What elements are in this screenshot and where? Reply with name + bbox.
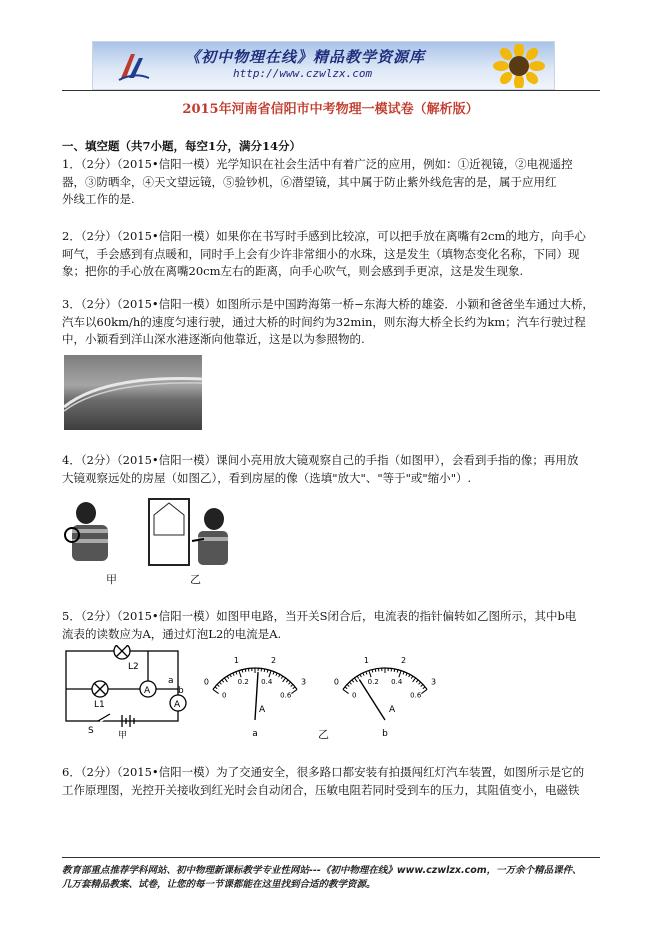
meter-b-tick-label-inner: 0.6 (410, 691, 422, 700)
meter-b-tick (423, 687, 425, 689)
meter-a-tick (213, 689, 219, 693)
meter-b-tick (349, 682, 351, 684)
meter-a-tick (264, 669, 265, 672)
meter-a-tick (289, 682, 291, 684)
meter-b-tick-label-inner: 0.2 (367, 677, 379, 686)
label-b: b (178, 686, 184, 696)
meter-b-tick-label-outer: 2 (400, 655, 407, 665)
meter-a-tick (242, 670, 243, 673)
question-line: 外线工作的是. (62, 192, 135, 206)
meter-caption: 乙 (318, 728, 329, 741)
meter-a-tick (219, 682, 221, 684)
meter-b-tick-label-inner: 0.4 (391, 677, 403, 686)
meter-a-tick-label-outer: 1 (233, 655, 240, 665)
footer-divider (62, 857, 600, 858)
question-line: 呵气，手会感到有点暖和，同时手上会有少许非常细小的水珠，这是发生（填物态变化名称，下同）现 (62, 246, 580, 261)
meter-b-tick-label-inner: 0 (352, 691, 357, 700)
meter-b-unit-label: A (389, 705, 396, 715)
sunflower-icon (490, 44, 548, 88)
figure-4 (64, 495, 234, 585)
meter-a-tick (230, 674, 231, 677)
meter-b-tick (409, 674, 410, 677)
footer-line-1: 教育部重点推荐学科网站、初中物理新课标教学专业性网站---《初中物理在线》www.czwlzx.com，一万余个精品课件、 (62, 865, 582, 876)
label-l2: L2 (128, 662, 139, 672)
meter-a-tick (291, 689, 297, 693)
meter-a-tick (291, 684, 293, 686)
meter-b-tick (411, 676, 413, 679)
meter-b-tick (399, 671, 401, 678)
meter-b-tick (397, 670, 398, 673)
meter-a-unit-label: A (259, 705, 266, 715)
question-line: 6．（2分）（2015•信阳一模）为了交通安全，很多路口都安装有拍摄闯红灯汽车装置，如图所示是它的 (62, 765, 585, 779)
question-4 (62, 452, 600, 487)
question-line: 5．（2分）（2015•信阳一模）如图甲电路，当开关S闭合后，电流表的指针偏转如乙图所示，其中b电 (62, 609, 577, 623)
question-5 (62, 608, 600, 643)
page-title: 2015年河南省信阳市中考物理一模试卷（解析版） (182, 102, 479, 117)
question-6 (62, 764, 600, 799)
meter-a-tick-label-outer: 0 (203, 677, 210, 687)
circuit-diagram (60, 645, 190, 740)
question-line: 器，③防晒伞，④天文望远镜，⑤验钞机，⑥潜望镜，其中属于防止紫外线危害的是，属于应用红 (62, 174, 557, 189)
question-line: 流表的读数应为A，通过灯泡L2的电流是A. (62, 626, 282, 641)
meter-a-tick-label-inner: 0.4 (261, 677, 273, 686)
meter-b-label: b (382, 729, 388, 739)
meter-a-tick (222, 680, 224, 682)
circuit-caption: 甲 (118, 731, 128, 740)
meter-b-tick (357, 676, 359, 679)
figure-4-label-left: 甲 (106, 573, 117, 586)
section-heading: 一、填空题（共7小题，每空1分，满分14分） (62, 139, 302, 153)
label-a: a (168, 676, 174, 686)
meter-b-tick-label-outer: 3 (430, 677, 437, 687)
question-line: 1．（2分）（2015•信阳一模）光学知识在社会生活中有着广泛的应用，例如：①近视镜，②电视遥控 (62, 157, 573, 171)
meter-a-tick (279, 674, 280, 677)
meter-b-tick (421, 684, 423, 686)
meter-a-tick (273, 672, 274, 675)
header-divider (62, 90, 600, 91)
ammeter-a-symbol: A (144, 686, 151, 696)
banner-title: 《初中物理在线》精品教学资源库 (185, 48, 426, 66)
question-line: 大镜观察远处的房屋（如图乙），看到房屋的像（选填"放大"、"等于"或"缩小"）. (62, 470, 472, 485)
meter-b-tick (375, 669, 376, 672)
meter-a-tick-label-outer: 3 (300, 677, 307, 687)
question-2 (62, 228, 600, 281)
bridge-photo (64, 355, 202, 430)
bridge-image (64, 355, 202, 430)
footer-line-2: 几万套精品教案、试卷，让您的每一节课都能在这里找到合适的教学资源。 (62, 879, 376, 890)
meter-b-tick (360, 674, 361, 677)
banner-url[interactable]: http://www.czwlzx.com (233, 67, 373, 80)
meter-a-tick (281, 676, 283, 679)
meter-b-tick (352, 680, 354, 682)
question-line: 象；把你的手心放在离嘴20cm左右的距离，向手心吹气，则会感到手更凉，这是发生现象. (62, 264, 524, 278)
meter-a-tick (245, 669, 246, 672)
meter-b-tick (406, 673, 407, 676)
meter-a-tick (224, 678, 227, 682)
meter-b-tick (369, 671, 371, 678)
meter-b-tick (345, 687, 347, 689)
meter-b-tick (421, 689, 427, 693)
question-line: 工作原理图，光控开关接收到红光时会自动闭合，压敏电阻若同时受到车的压力，其阻值变小，电磁铁 (62, 782, 580, 797)
meter-a-tick (236, 672, 237, 675)
meter-a-tick (233, 673, 234, 676)
meter-b-tick (366, 672, 367, 675)
question-line: 中，小颖看到洋山深水港逐渐向他靠近，这是以为参照物的. (62, 332, 365, 346)
meter-b-tick-label-outer: 1 (363, 655, 370, 665)
meter-a-tick (217, 684, 219, 686)
meter-a-tick (276, 673, 277, 676)
meter-a-tick-label-inner: 0.2 (237, 677, 249, 686)
meter-a-tick (215, 687, 217, 689)
meter-b-tick (354, 678, 357, 682)
meter-a-label: a (252, 729, 258, 739)
meter-b-tick (416, 680, 418, 682)
question-3 (62, 296, 600, 349)
meter-a-tick (286, 680, 288, 682)
figure-4-label-right: 乙 (190, 573, 201, 586)
meter-b-tick (363, 673, 364, 676)
meter-a-tick (239, 671, 241, 678)
question-line: 4．（2分）（2015•信阳一模）课间小亮用放大镜观察自己的手指（如图甲），会看到手指的像；再用放 (62, 453, 579, 467)
ammeter-b-symbol: A (174, 700, 181, 710)
meter-b-tick (372, 670, 373, 673)
meter-b-tick-label-outer: 0 (333, 677, 340, 687)
footer (62, 864, 622, 892)
meter-a-tick (267, 670, 268, 673)
meter-a-tick (283, 678, 286, 682)
meter-b-tick (394, 669, 395, 672)
meter-a-tick-label-inner: 0.6 (280, 691, 292, 700)
boy-window-figure (149, 499, 228, 565)
site-logo-icon (117, 48, 151, 84)
label-switch: S (88, 726, 94, 736)
meter-a-tick (293, 687, 295, 689)
boy-magnifier-figure (65, 502, 108, 561)
question-1 (62, 156, 600, 209)
header-banner (92, 41, 555, 90)
meter-b-tick (343, 689, 349, 693)
meter-a-tick (227, 676, 229, 679)
meter-a-tick (269, 671, 271, 678)
meter-a-tick-label-inner: 0 (222, 691, 227, 700)
meter-a-tick-label-outer: 2 (270, 655, 277, 665)
meter-a-needle (255, 672, 258, 720)
meter-b-tick (419, 682, 421, 684)
meter-b-tick (403, 672, 404, 675)
label-l1: L1 (94, 700, 105, 710)
question-line: 汽车以60km/h的速度匀速行驶，通过大桥的时间约为32min，则东海大桥全长约为km；汽车行驶过程 (62, 314, 586, 329)
meter-b-tick (347, 684, 349, 686)
meter-b-tick (413, 678, 416, 682)
question-line: 2．（2分）（2015•信阳一模）如果你在书写时手感到比较凉，可以把手放在离嘴有2cm的地方，向手心 (62, 229, 586, 243)
question-line: 3．（2分）（2015•信阳一模）如图所示是中国跨海第一桥−东海大桥的雄姿．小颖和爸爸坐车通过大桥， (62, 297, 594, 311)
